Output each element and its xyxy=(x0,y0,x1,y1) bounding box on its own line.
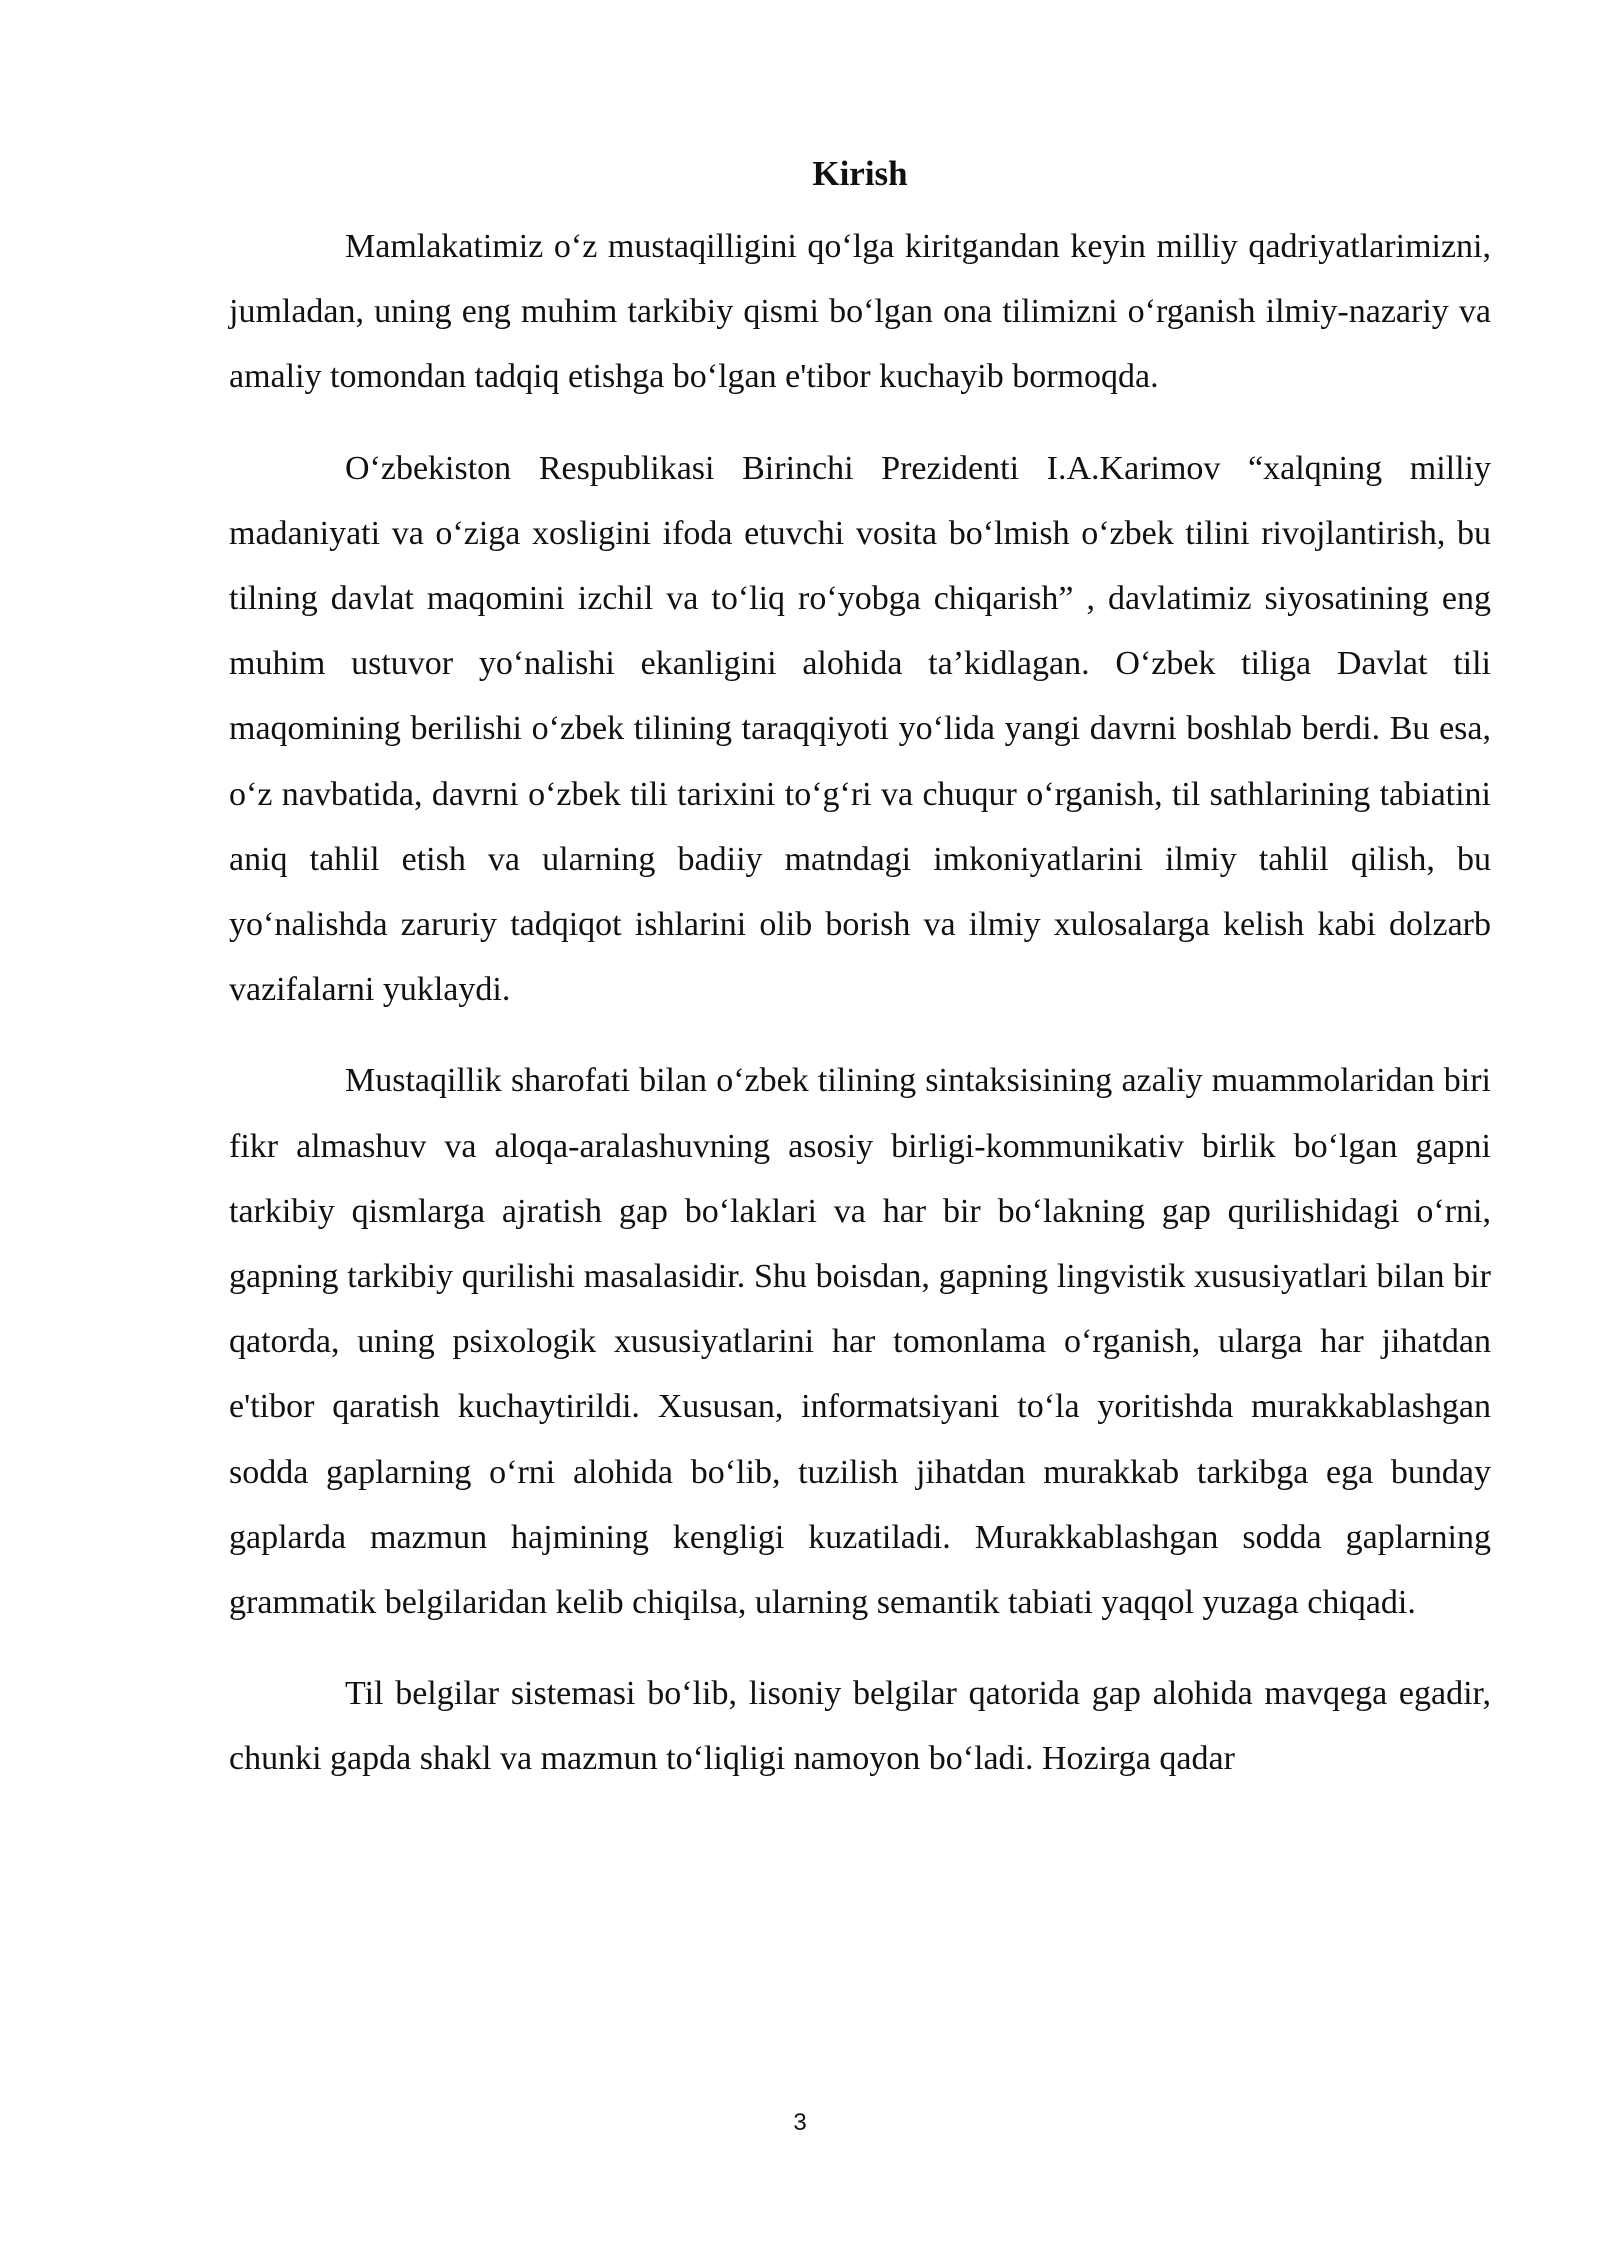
section-title: Kirish xyxy=(812,154,908,193)
paragraph-2: O‘zbekiston Respublikasi Birinchi Prezidenti I.A.Karimov “xalqning milliy madaniyati va o‘ziga xosligini ifoda etuvchi vosita bo‘lmish o‘zbek tilini rivojlantirish, bu tilning davlat maqomini izchil va to‘liq ro‘yobga chiqarish” , davlatimiz siyosatining eng muhim ustuvor yo‘nalishi ekanligini alohida ta’kidlagan. O‘zbek tiliga Davlat tili maqomining berilishi o‘zbek tilining taraqqiyoti yo‘lida yangi davrni boshlab berdi. Bu esa, o‘z navbatida, davrni o‘zbek tili tarixini to‘g‘ri va chuqur o‘rganish, til sathlarining tabiatini aniq tahlil etish va ularning badiiy matndagi imkoniyatlarini ilmiy tahlil qilish, bu yo‘nalishda zaruriy tadqiqot ishlarini olib borish va ilmiy xulosalarga kelish kabi dolzarb vazifalarni yuklaydi. xyxy=(229,449,1491,1009)
paragraph-1: Mamlakatimiz o‘z mustaqilligini qo‘lga kiritgandan keyin milliy qadriyatlarimizni, jumladan, uning eng muhim tarkibiy qismi bo‘lgan ona tilimizni o‘rganish ilmiy-nazariy va amaliy tomondan tadqiq etishga bo‘lgan e'tibor kuchayib bormoqda. xyxy=(229,228,1491,396)
paragraph-4: Til belgilar sistemasi bo‘lib, lisoniy belgilar qatorida gap alohida mavqega egadir, chunki gapda shakl va mazmun to‘liqligi namoyon bo‘ladi. Hozirga qadar xyxy=(229,1675,1491,1778)
page-content xyxy=(229,148,1491,1818)
page-number: 3 xyxy=(793,2109,807,2136)
paragraph-3: Mustaqillik sharofati bilan o‘zbek tilining sintaksisining azaliy muammolaridan biri fikr almashuv va aloqa-aralashuvning asosiy birligi-kommunikativ birlik bo‘lgan gapni tarkibiy qismlarga ajratish gap bo‘laklari va har bir bo‘lakning gap qurilishidagi o‘rni, gapning tarkibiy qurilishi masalasidir. Shu boisdan, gapning lingvistik xususiyatlari bilan bir qatorda, uning psixologik xususiyatlarini har tomonlama o‘rganish, ularga har jihatdan e'tibor qaratish kuchaytirildi. Xususan, informatsiyani to‘la yoritishda murakkablashgan sodda gaplarning o‘rni alohida bo‘lib, tuzilish jihatdan murakkab tarkibga ega bunday gaplarda mazmun hajmining kengligi kuzatiladi. Murakkablashgan sodda gaplarning grammatik belgilaridan kelib chiqilsa, ularning semantik tabiati yaqqol yuzaga chiqadi. xyxy=(229,1062,1491,1622)
